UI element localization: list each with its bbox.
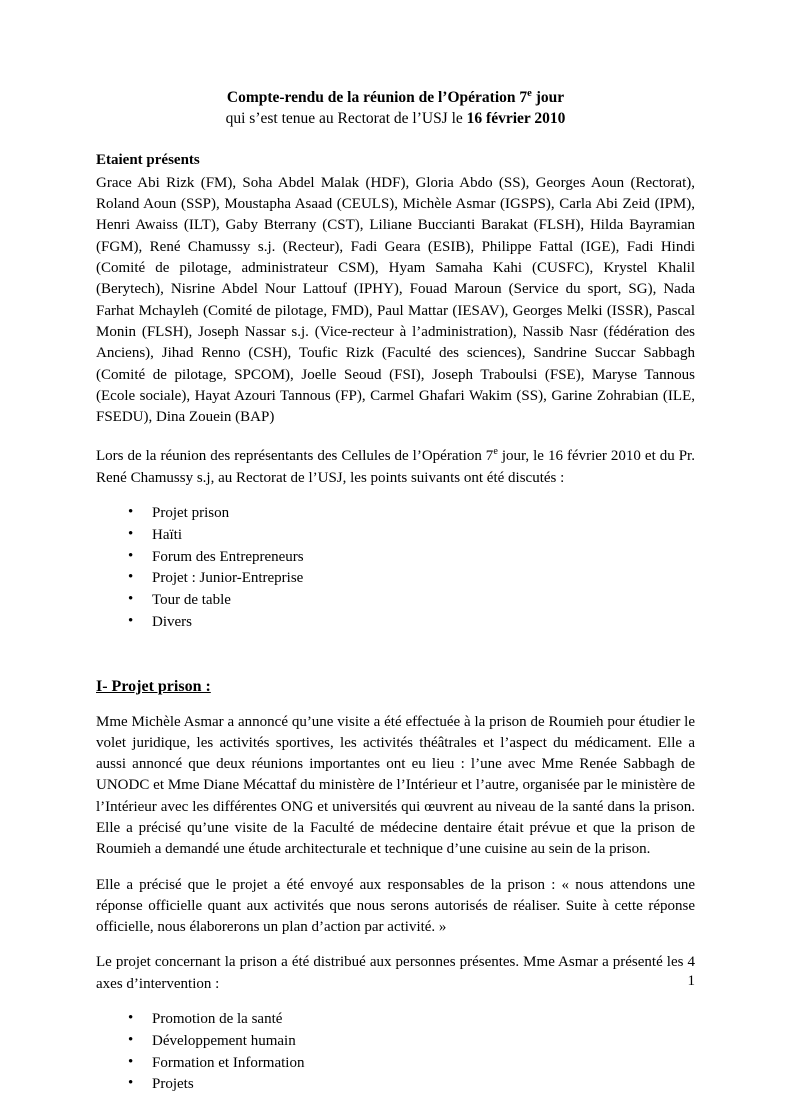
attendees-list: Grace Abi Rizk (FM), Soha Abdel Malak (HDF), Gloria Abdo (SS), Georges Aoun (Rectorat), Roland Aoun (SSP), Moustapha Asaad (CEULS), Michèle Asmar (IGSPS), Carla Abi Zeid (IPM), Henri Awaiss (ILT), Gaby Bterrany (CST), Liliane Buccianti Barakat (FLSH), Hilda Bayramian (FGM), René Chamussy s.j. (Recteur), Fadi Geara (ESIB), Philippe Fattal (IGE), Fadi Hindi (Comité de pilotage, administrateur CSM), Hyam Samaha Kahi (CUSFC), Krystel Khalil (Berytech), Nisrine Abdel Nour Lattouf (IPHY), Fouad Maroun (Service du sport, SG), Nada Farhat Mchayleh (Comité de pilotage, FMD), Paul Mattar (IESAV), Georges Melki (ISSR), Pascal Monin (FLSH), Joseph Nassar s.j. (Vice-recteur à l’administration), Nassib Nasr (fédération des Anciens), Jihad Renno (CSH), Toufic Rizk (Faculté des sciences), Sandrine Succar Sabbagh (Comité de pilotage, SPCOM), Joelle Seoud (FSI), Joseph Traboulsi (FSE), Maryse Tannous (Ecole sociale), Hayat Azouri Tannous (FP), Carmel Ghafari Wakim (SS), Garine Zohrabian (ILE, FSEDU), Dina Zouein (BAP) <box>96 174 695 426</box>
title-line-2 <box>96 109 695 130</box>
agenda-list <box>96 503 695 634</box>
list-item: • Haïti <box>96 525 695 547</box>
intro-superscript: e <box>493 446 498 458</box>
title-line-1-pre: Compte-rendu de la réunion de l’Opération 7 <box>226 89 528 106</box>
page-number: 1 <box>687 973 695 989</box>
title-line-2-pre: qui s’est tenue au Rectorat de l’USJ le <box>225 109 467 127</box>
list-item: • Forum des Entrepreneurs <box>96 547 695 569</box>
intro-paragraph <box>96 446 695 489</box>
title-line-1-post: jour <box>531 89 565 106</box>
list-item: • Tour de table <box>96 590 695 612</box>
attendees-label: Etaient présents <box>96 151 200 168</box>
intro-post: jour, le 16 février 2010 et du Pr. René Chamussy s.j, au Rectorat de l’USJ, les points suivants ont été discutés : <box>96 448 695 486</box>
intro-pre: Lors de la réunion des représentants des Cellules de l’Opération 7 <box>96 448 494 465</box>
title-line-1 <box>96 88 695 109</box>
list-item: • Promotion de la santé <box>96 1009 695 1031</box>
title-line-2-date: 16 février 2010 <box>466 109 566 127</box>
section1-paragraph-1: Mme Michèle Asmar a annoncé qu’une visite a été effectuée à la prison de Roumieh pour étudier le volet juridique, les activités sportives, les activités théâtrales et l’aspect du médicament. Elle a aussi annoncé que deux réunions importantes ont eu lieu : l’une avec Mme Renée Sabbagh de UNODC et Mme Diane Mécattaf du ministère de l’Intérieur et l’autre, organisée par le ministère de l’Intérieur avec les différentes ONG et universités qui œuvrent au niveau de la santé dans la prison. Elle a précisé qu’une visite de la Faculté de médecine dentaire était prévue et que la prison de Roumieh a demandé une étude architecturale et technique d’une cuisine au sein de la prison. <box>96 713 695 858</box>
section-heading-projet-prison: I- Projet prison : <box>96 677 211 695</box>
list-item: • Projets <box>96 1074 695 1096</box>
list-item: • Projet : Junior-Entreprise <box>96 568 695 590</box>
title-line-1-superscript: e <box>527 87 532 99</box>
list-item: • Développement humain <box>96 1031 695 1053</box>
document-title <box>96 88 695 130</box>
section1-paragraph-3: Le projet concernant la prison a été distribué aux personnes présentes. Mme Asmar a présenté les 4 axes d’intervention : <box>96 954 695 992</box>
list-item: • Projet prison <box>96 503 695 525</box>
list-item: • Divers <box>96 612 695 634</box>
axes-list <box>96 1009 695 1096</box>
list-item: • Formation et Information <box>96 1053 695 1075</box>
section1-paragraph-2: Elle a précisé que le projet a été envoyé aux responsables de la prison : « nous attendons une réponse officielle quant aux activités que nous serons autorisés de réaliser. Suite à cette réponse officielle, nous élaborerons un plan d’action par activité. » <box>96 876 695 936</box>
